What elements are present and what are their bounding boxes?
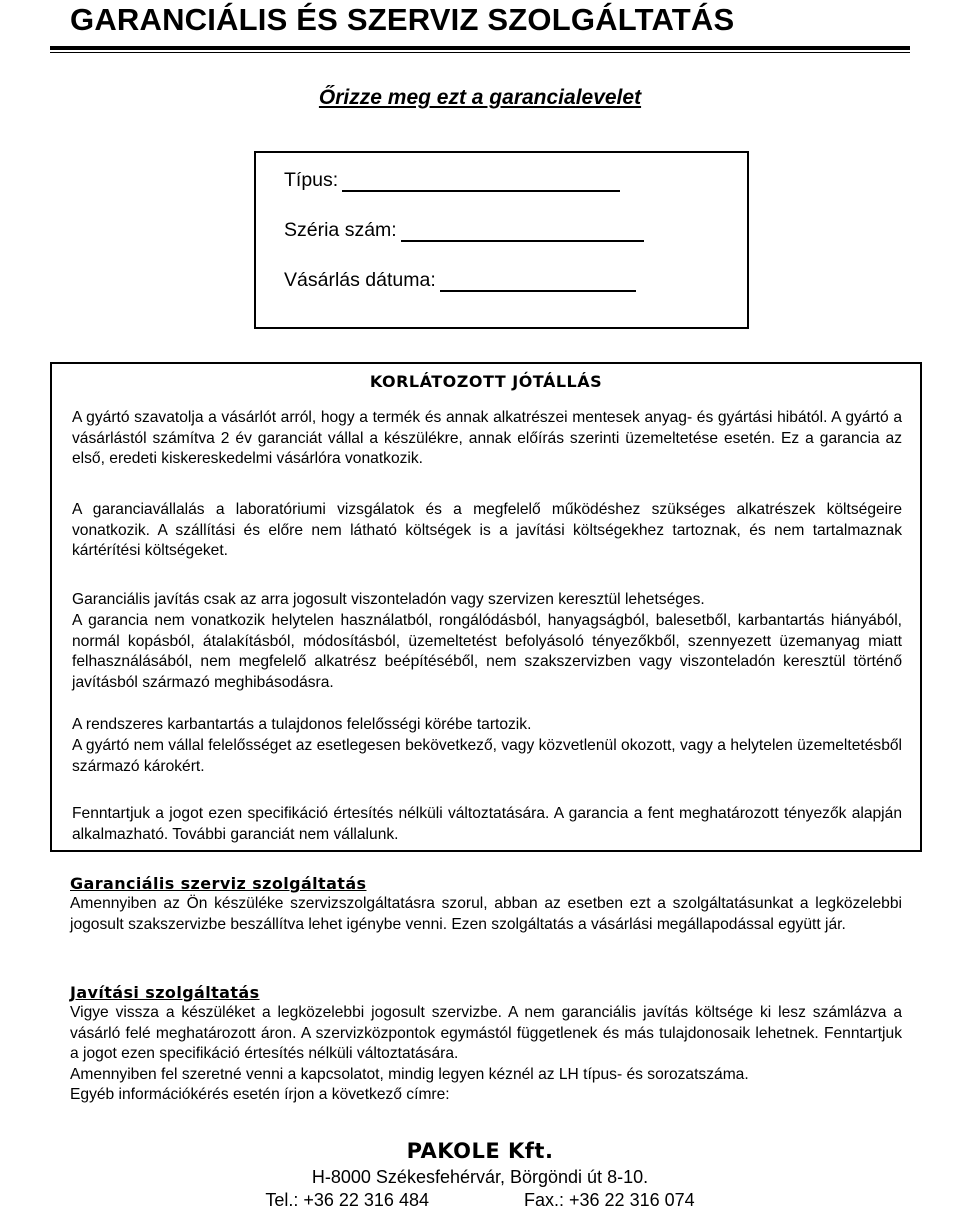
repair-info-text: Egyéb információkérés esetén írjon a következő címre: [70,1086,450,1104]
purchase-date-field-line[interactable] [440,289,636,292]
warranty-paragraph-5: A rendszeres karbantartás a tulajdonos felelősségi körébe tartozik. [72,716,532,733]
repair-service-title: Javítási szolgáltatás [70,983,260,1002]
serial-field-line[interactable] [401,239,644,242]
warranty-paragraph-7: Fenntartjuk a jogot ezen specifikáció értesítés nélküli változtatására. A garancia a fent meghatározott tényezők alapján alkalmazható. További garanciát nem vállalunk. [72,805,902,843]
type-label: Típus: [284,169,339,191]
warranty-service-title: Garanciális szerviz szolgáltatás [70,874,367,893]
serial-label: Széria szám: [284,219,397,241]
limited-warranty-box [50,362,922,852]
purchase-date-label: Vásárlás dátuma: [284,269,436,291]
company-phones [0,1190,960,1211]
phone-number: Tel.: +36 22 316 484 [265,1190,429,1210]
warranty-paragraph-2: A garanciavállalás a laboratóriumi vizsgálatok és a megfelelő működéshez szükséges alkatrészek költségeire vonatkozik. A szállítási és előre nem látható költségek is a javítási költségekhez tartoznak, és nem tartalmaznak kártérítési költségeket. [72,501,902,559]
repair-service-section [70,983,902,1106]
warranty-paragraph-4: A garancia nem vonatkozik helytelen használatból, rongálódásból, hanyagságból, balesetből, karbantartás hiányából, normál kopásból, átalakításból, módosításból, üzemeltetést befolyásoló tényezőkből, szennyezett üzemanyag miatt felhasználásából, nem megfelelő alkatrész beépítéséből, nem szakszervizben vagy viszonteladón keresztül történő javításból származó meghibásodásra. [72,612,902,691]
repair-service-text: Vigye vissza a készüléket a legközelebbi jogosult szervizbe. A nem garanciális javítás költsége ki lesz számlázva a vásárló felé meghatározott áron. A szervizközpontok egymástól függetlenek és más tulajdonosaik lehetnek. Fenntartjuk a jogot ezen specifikáció értesítés nélküli változtatására. [70,1004,902,1063]
type-row [284,169,620,192]
warranty-service-section [70,874,902,935]
keep-note: Őrizze meg ezt a garancialevelet [318,86,642,109]
repair-contact-text: Amennyiben fel szeretné venni a kapcsolatot, mindig legyen kéznél az LH típus- és sorozatszáma. [70,1065,749,1083]
warranty-heading: KORLÁTOZOTT JÓTÁLLÁS [369,372,603,391]
fax-number: Fax.: +36 22 316 074 [524,1190,695,1210]
product-info-box [254,151,749,329]
company-address: H-8000 Székesfehérvár, Börgöndi út 8-10. [311,1167,649,1187]
serial-row [284,219,644,242]
warranty-paragraph-3: Garanciális javítás csak az arra jogosult viszonteladón vagy szervizen keresztül lehetséges. [72,591,705,608]
warranty-paragraph-1: A gyártó szavatolja a vásárlót arról, hogy a termék és annak alkatrészei mentesek anyag- és gyártási hibától. A gyártó a vásárlástól számítva 2 év garanciát vállal a készülékre, annak előírás szerinti üzemeltetése esetén. Ez a garancia az első, eredeti kiskereskedelmi vásárlóra vonatkozik. [72,409,902,467]
warranty-service-text: Amennyiben az Ön készüléke szervizszolgáltatásra szorul, abban az esetben ezt a szolgáltatásunkat a legközelebbi jogosult szakszervizbe beszállítva lehet igénybe venni. Ezen szolgáltatás a vásárlási megállapodással együtt jár. [70,895,902,933]
type-field-line[interactable] [342,189,620,192]
warranty-paragraph-6: A gyártó nem vállal felelősséget az esetlegesen bekövetkező, vagy közvetlenül okozott, vagy a helytelen üzemeltetésből származó károkért. [72,737,902,775]
purchase-date-row [284,269,636,292]
company-name: PAKOLE Kft. [406,1139,554,1163]
page-title: GARANCIÁLIS ÉS SZERVIZ SZOLGÁLTATÁS [70,2,735,37]
title-rule [50,46,910,53]
